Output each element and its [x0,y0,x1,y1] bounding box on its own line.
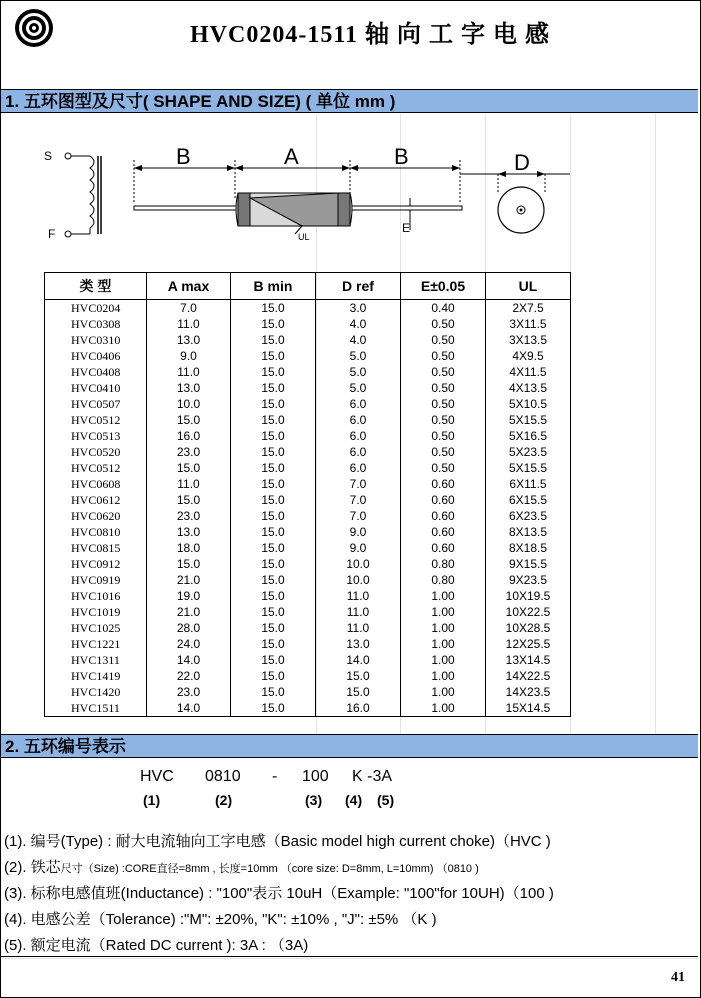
explanation-line-5: (5). 额定电流（Rated DC current ): 3A : （3A) [4,937,309,954]
table-row [45,668,571,684]
table-cell: 15.0 [231,700,316,717]
table-cell: HVC1311 [45,652,147,668]
table-cell: 15.0 [147,460,231,476]
col-header-ul: UL [486,273,571,300]
table-cell: 4X9.5 [486,348,571,364]
table-row [45,476,571,492]
table-cell: 7.0 [147,300,231,317]
table-cell: 15.0 [231,412,316,428]
table-cell: HVC1419 [45,668,147,684]
explanation-line-1: (1). 编号(Type) : 耐大电流轴向工字电感（Basic model high current choke)（HVC ) [4,833,551,850]
table-row [45,396,571,412]
table-cell: HVC0919 [45,572,147,588]
table-cell: 15.0 [316,684,401,700]
table-cell: 12X25.5 [486,636,571,652]
table-cell: 15.0 [231,668,316,684]
table-cell: 10.0 [147,396,231,412]
table-cell: 5.0 [316,348,401,364]
table-cell: 5X15.5 [486,412,571,428]
table-row [45,332,571,348]
table-cell: HVC0507 [45,396,147,412]
table-cell: 15.0 [231,380,316,396]
explanation-line-3: (3). 标称电感值班(Inductance) : "100"表示 10uH（Example: "100"for 10UH)（100 ) [4,885,554,902]
table-cell: 21.0 [147,572,231,588]
spec-table [44,272,571,717]
table-cell: 3X11.5 [486,316,571,332]
table-cell: 0.50 [401,396,486,412]
table-cell: 0.80 [401,556,486,572]
label-b-left: B [176,144,191,169]
table-cell: 15.0 [231,684,316,700]
table-cell: 4X13.5 [486,380,571,396]
table-cell: 13X14.5 [486,652,571,668]
table-cell: 15.0 [231,316,316,332]
table-cell: 9.0 [316,540,401,556]
table-cell: 0.50 [401,444,486,460]
table-row [45,380,571,396]
table-cell: 15.0 [231,300,316,317]
table-cell: 0.50 [401,316,486,332]
table-row [45,364,571,380]
table-cell: 15.0 [316,668,401,684]
table-cell: 1.00 [401,684,486,700]
table-cell: HVC0912 [45,556,147,572]
table-cell: 15.0 [231,524,316,540]
table-cell: HVC0310 [45,332,147,348]
table-cell: 14X23.5 [486,684,571,700]
table-cell: HVC1019 [45,604,147,620]
label-a: A [284,144,299,169]
table-cell: 13.0 [147,524,231,540]
table-cell: HVC0608 [45,476,147,492]
table-cell: 7.0 [316,476,401,492]
table-cell: 0.60 [401,508,486,524]
table-row [45,588,571,604]
table-cell: 10X22.5 [486,604,571,620]
table-cell: 15.0 [147,412,231,428]
table-cell: 5.0 [316,380,401,396]
table-cell: 0.50 [401,428,486,444]
table-cell: 10.0 [316,572,401,588]
table-cell: HVC1025 [45,620,147,636]
table-cell: HVC0512 [45,460,147,476]
table-cell: 15.0 [231,636,316,652]
table-cell: 6X23.5 [486,508,571,524]
code-part-2: 0810 [205,768,241,785]
footer-divider [1,956,698,957]
table-row [45,652,571,668]
table-cell: 11.0 [147,364,231,380]
table-cell: 1.00 [401,700,486,717]
table-cell: 1.00 [401,668,486,684]
table-cell: 0.50 [401,332,486,348]
explanation-line-2 [4,856,479,877]
label-f: F [48,227,56,241]
table-row [45,636,571,652]
table-cell: 6X11.5 [486,476,571,492]
table-cell: HVC0513 [45,428,147,444]
table-cell: HVC1511 [45,700,147,717]
table-cell: 0.80 [401,572,486,588]
col-header-b: B min [231,273,316,300]
table-cell: 0.40 [401,300,486,317]
table-cell: 11.0 [147,476,231,492]
col-header-type: 类 型 [45,273,147,300]
table-cell: 15.0 [231,396,316,412]
table-cell: 14.0 [147,652,231,668]
table-cell: 23.0 [147,508,231,524]
table-cell: 6.0 [316,412,401,428]
table-row [45,460,571,476]
table-cell: 5X23.5 [486,444,571,460]
code-part-5: K -3A [352,768,393,785]
table-cell: 13.0 [147,332,231,348]
table-cell: 7.0 [316,492,401,508]
table-cell: 4X11.5 [486,364,571,380]
table-cell: 13.0 [147,380,231,396]
table-cell: 4.0 [316,316,401,332]
table-cell: 6.0 [316,396,401,412]
label-b-right: B [394,144,409,169]
table-cell: HVC0815 [45,540,147,556]
table-cell: 0.50 [401,380,486,396]
table-row [45,508,571,524]
table-cell: 15.0 [231,364,316,380]
table-cell: 0.50 [401,412,486,428]
code-number-5: (5) [377,792,395,808]
table-cell: 15.0 [231,460,316,476]
table-cell: 16.0 [316,700,401,717]
table-cell: 10X19.5 [486,588,571,604]
table-row [45,524,571,540]
table-cell: 14X22.5 [486,668,571,684]
table-cell: 15.0 [231,332,316,348]
table-cell: 15.0 [231,556,316,572]
table-cell: 15.0 [147,492,231,508]
table-cell: 0.50 [401,460,486,476]
table-cell: 5X15.5 [486,460,571,476]
table-cell: 15.0 [231,540,316,556]
table-cell: 1.00 [401,588,486,604]
gridline [1,958,698,959]
table-row [45,620,571,636]
table-cell: 6X15.5 [486,492,571,508]
code-number-4: (4) [345,792,363,808]
table-cell: 3X13.5 [486,332,571,348]
table-cell: 9.0 [316,524,401,540]
label-s: S [44,149,53,163]
table-cell: 13.0 [316,636,401,652]
table-cell: 23.0 [147,684,231,700]
table-cell: 6.0 [316,428,401,444]
table-cell: 15.0 [231,508,316,524]
table-cell: 14.0 [147,700,231,717]
explanation-line-2-label: (2). 铁芯 [4,859,61,876]
table-row [45,604,571,620]
col-header-a: A max [147,273,231,300]
table-cell: 15.0 [231,348,316,364]
table-cell: 3.0 [316,300,401,317]
table-cell: 15X14.5 [486,700,571,717]
table-cell: 5X16.5 [486,428,571,444]
table-row [45,300,571,317]
table-cell: 24.0 [147,636,231,652]
table-cell: 15.0 [231,428,316,444]
table-cell: 10X28.5 [486,620,571,636]
code-part-4: 100 [302,768,329,785]
code-part-1: HVC [140,768,174,785]
table-cell: 15.0 [231,620,316,636]
table-row [45,684,571,700]
table-row [45,556,571,572]
table-cell: 15.0 [147,556,231,572]
table-cell: 28.0 [147,620,231,636]
table-row [45,572,571,588]
table-cell: 15.0 [231,588,316,604]
table-cell: 19.0 [147,588,231,604]
code-number-1: (1) [143,792,161,808]
table-row [45,540,571,556]
table-cell: 0.60 [401,476,486,492]
table-cell: 11.0 [316,620,401,636]
table-cell: 11.0 [316,604,401,620]
table-cell: 1.00 [401,652,486,668]
col-header-d: D ref [316,273,401,300]
table-cell: 15.0 [231,444,316,460]
spec-table-body [45,300,571,717]
explanation-line-4: (4). 电感公差（Tolerance) :"M": ±20%, "K": ±10% , "J": ±5% （K ) [4,911,437,928]
table-row [45,316,571,332]
table-cell: 0.50 [401,348,486,364]
table-cell: 9.0 [147,348,231,364]
table-cell: 15.0 [231,492,316,508]
table-cell: 14.0 [316,652,401,668]
table-cell: HVC0204 [45,300,147,317]
table-cell: HVC0410 [45,380,147,396]
page-number: 41 [671,970,685,985]
explanation-line-2-detail: 尺寸（Size) :CORE直径=8mm , 长度=10mm （core size: D=8mm, L=10mm) （0810 ) [60,863,479,875]
inductor-shape-drawing [40,138,620,248]
table-header-row [45,273,571,300]
code-part-3: - [272,768,278,785]
code-number-2: (2) [215,792,233,808]
table-row [45,444,571,460]
table-cell: 11.0 [147,316,231,332]
table-row [45,348,571,364]
table-cell: 16.0 [147,428,231,444]
table-cell: 1.00 [401,636,486,652]
table-cell: HVC0520 [45,444,147,460]
table-cell: HVC1016 [45,588,147,604]
table-cell: 7.0 [316,508,401,524]
label-ul: UL [298,232,310,242]
table-cell: 2X7.5 [486,300,571,317]
table-cell: 10.0 [316,556,401,572]
label-d: D [514,150,530,175]
table-cell: 11.0 [316,588,401,604]
section-1-heading: 1. 五环图型及尺寸( SHAPE AND SIZE) ( 单位 mm ) [1,89,698,113]
table-row [45,412,571,428]
table-cell: 0.60 [401,524,486,540]
table-cell: 5.0 [316,364,401,380]
concentric-circle-logo [14,8,54,48]
table-cell: 0.60 [401,540,486,556]
table-cell: HVC0810 [45,524,147,540]
table-cell: 1.00 [401,620,486,636]
table-cell: HVC0406 [45,348,147,364]
table-cell: 5X10.5 [486,396,571,412]
table-cell: HVC0612 [45,492,147,508]
table-cell: 23.0 [147,444,231,460]
table-cell: 15.0 [231,652,316,668]
section-2-heading: 2. 五环编号表示 [1,734,698,758]
table-cell: 22.0 [147,668,231,684]
table-row [45,492,571,508]
page-title: HVC0204-1511 轴 向 工 字 电 感 [190,22,550,48]
table-cell: 8X18.5 [486,540,571,556]
table-cell: 15.0 [231,572,316,588]
table-cell: HVC1420 [45,684,147,700]
col-header-e: E±0.05 [401,273,486,300]
table-cell: 21.0 [147,604,231,620]
table-cell: 4.0 [316,332,401,348]
table-cell: 0.50 [401,364,486,380]
table-cell: HVC0308 [45,316,147,332]
code-number-3: (3) [305,792,323,808]
table-cell: 1.00 [401,604,486,620]
table-cell: 6.0 [316,460,401,476]
table-cell: 8X13.5 [486,524,571,540]
label-e: E [402,221,411,235]
table-cell: HVC1221 [45,636,147,652]
gridline [655,114,656,734]
table-row [45,700,571,717]
table-cell: 15.0 [231,476,316,492]
table-cell: 15.0 [231,604,316,620]
table-cell: 0.60 [401,492,486,508]
table-cell: 18.0 [147,540,231,556]
table-cell: HVC0408 [45,364,147,380]
table-cell: HVC0512 [45,412,147,428]
table-cell: 9X23.5 [486,572,571,588]
table-cell: 6.0 [316,444,401,460]
table-row [45,428,571,444]
table-cell: 9X15.5 [486,556,571,572]
table-cell: HVC0620 [45,508,147,524]
